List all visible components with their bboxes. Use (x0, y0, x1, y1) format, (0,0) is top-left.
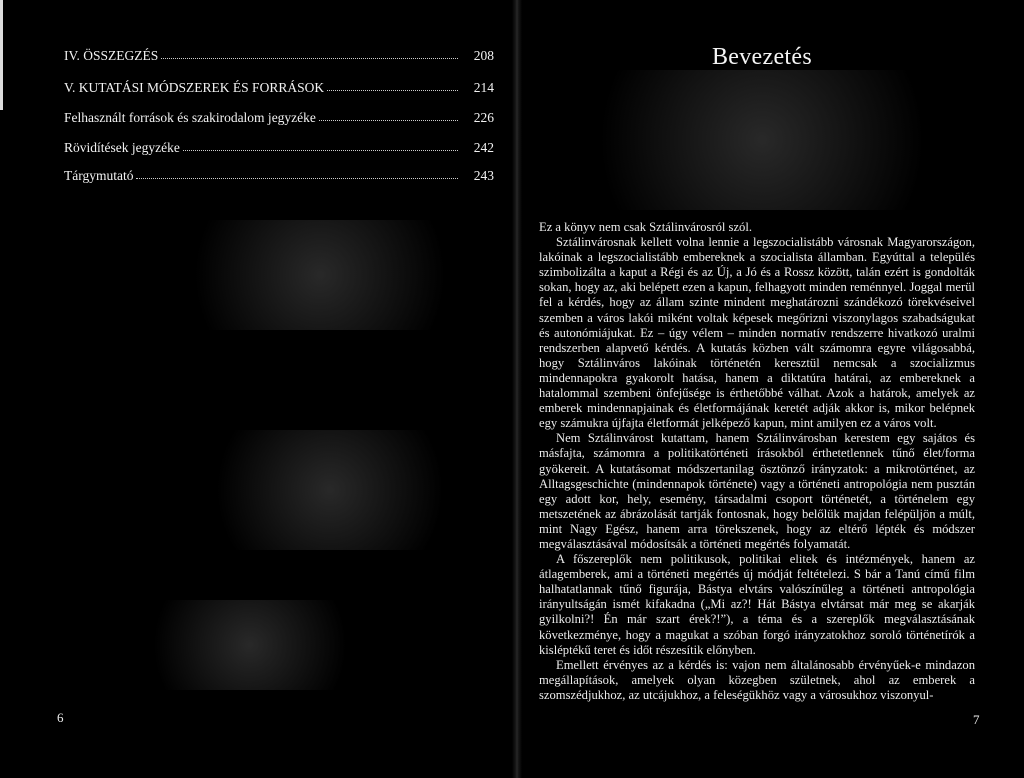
bleed-through-texture (150, 220, 490, 330)
toc-leader-dots (183, 150, 458, 151)
toc-leader-dots (136, 178, 458, 179)
toc-entry-title: IV. ÖSSZEGZÉS (64, 48, 159, 63)
paragraph: Sztálinvárosnak kellett volna lennie a legszocialistább városnak Magyarországon, lakóinak a legszocialistább embereknek a szocialista államban. Egyúttal a település szimbolizálta a kaput a Régi és az Új, a Jó és a Rossz között, talán ezért is gondolták sokan, hogy az, aki belépett ezen a kapun, felhagyott minden reménnyel. Joggal merül fel a kérdés, hogy az állam szinte mindent meghatározni szándékozó törekvéseivel szemben a város lakói miként voltak képesek megőrizni viszonylagos szabadságukat és autonómiájukat. Ez – úgy vélem – minden normatív rendszerre hivatkozó uralmi rendszerben alapvető kérdés. A kutatás közben vált számomra egyre világosabbá, hogy Sztálinváros lakóinak történetén keresztül nemcsak a szocializmus mindennapokra gyakorolt hatása, hanem a diktatúra határai, az embereknek a hatalommal szembeni önfejűsége is érthetőbbé válhat. Azok a határok, amelyek az emberek mindennapjainak és életformájának keretét adják akkor is, mikor belépnek egy számukra újfajta életformát jelképező kapun, mint amilyen ez a város volt. (539, 235, 975, 431)
toc-entry-page: 214 (473, 80, 494, 95)
toc-entry (64, 134, 494, 156)
toc-entry-title: Tárgymutató (64, 168, 134, 183)
toc-entry-title: Felhasznált források és szakirodalom jegyzéke (64, 110, 316, 125)
right-page (522, 0, 1024, 778)
toc-leader-dots (161, 58, 458, 59)
toc-entry-title: V. KUTATÁSI MÓDSZEREK ÉS FORRÁSOK (64, 80, 325, 95)
toc-entry-page: 243 (473, 168, 494, 183)
toc-entry (64, 162, 494, 184)
toc-entry (64, 42, 494, 64)
page-number: 6 (57, 710, 64, 725)
toc-leader-dots (319, 120, 458, 121)
toc-entry-title: Rövidítések jegyzéke (64, 140, 180, 155)
toc-entry-page: 242 (473, 140, 494, 155)
book-gutter (512, 0, 522, 778)
paragraph: Nem Sztálinvárost kutattam, hanem Sztálinvárosban kerestem egy sajátos és másfajta, számomra a politikatörténeti írásokból érthetetlennek tűnő élet/forma gyökereit. A kutatásomat módszertanilag ösztönző irányzatok: a mikrotörténet, az Alltagsgeschichte (mindennapok története) vagy a történeti antropológia nem pusztán egy adott kor, hely, esemény, társadalmi csoport történetét, a történelem egy metszetének az ábrázolását tartják fontosnak, hogy belőlük majdan felépüljön a múlt, mint Nagy Egész, hanem arra törekszenek, hogy az eltérő lépték és módszer megválasztásával módosítsák a történeti megértés folyamatát. (539, 431, 975, 551)
paragraph: A főszereplők nem politikusok, politikai elitek és intézmények, hanem az átlagemberek, ami a történeti megértés új módját feltételezi. S bár a Tanú című film halhatatlannak tűnő figurája, Bástya elvtárs valószínűleg a történeti antropológia irányultságán ismét kifakadna („Mi az?! Hát Bástya elvtársat már meg se akarják gyilkolni?! Én már szart érek?!”), a téma és a szereplők megválasztásának következménye, hogy a magukat a szóban forgó irányzatokhoz soroló történetírók a kisléptékű teret és időt részesítik előnyben. (539, 552, 975, 657)
toc-entry-page: 208 (473, 48, 494, 63)
paragraph: Ez a könyv nem csak Sztálinvárosról szól. (539, 220, 752, 234)
bleed-through-texture (180, 430, 480, 550)
toc-entry (64, 74, 494, 96)
page-number: 7 (973, 712, 980, 727)
bleed-through-texture (542, 70, 982, 210)
paragraph: Emellett érvényes az a kérdés is: vajon nem általánosabb érvényűek-e mindazon megállapítások, amelyek olyan közegben születnek, ahol az emberek a szomszédjukhoz, az utcájukhoz, a feleségükhöz vagy a városukhoz viszonyul- (539, 657, 975, 702)
chapter-title: Bevezetés (712, 44, 812, 70)
toc-entry-page: 226 (473, 110, 494, 125)
body-text (539, 220, 975, 703)
toc-leader-dots (327, 90, 458, 91)
toc-entry (64, 104, 494, 126)
bleed-through-texture (120, 600, 380, 690)
page-edge-mark (0, 0, 3, 110)
